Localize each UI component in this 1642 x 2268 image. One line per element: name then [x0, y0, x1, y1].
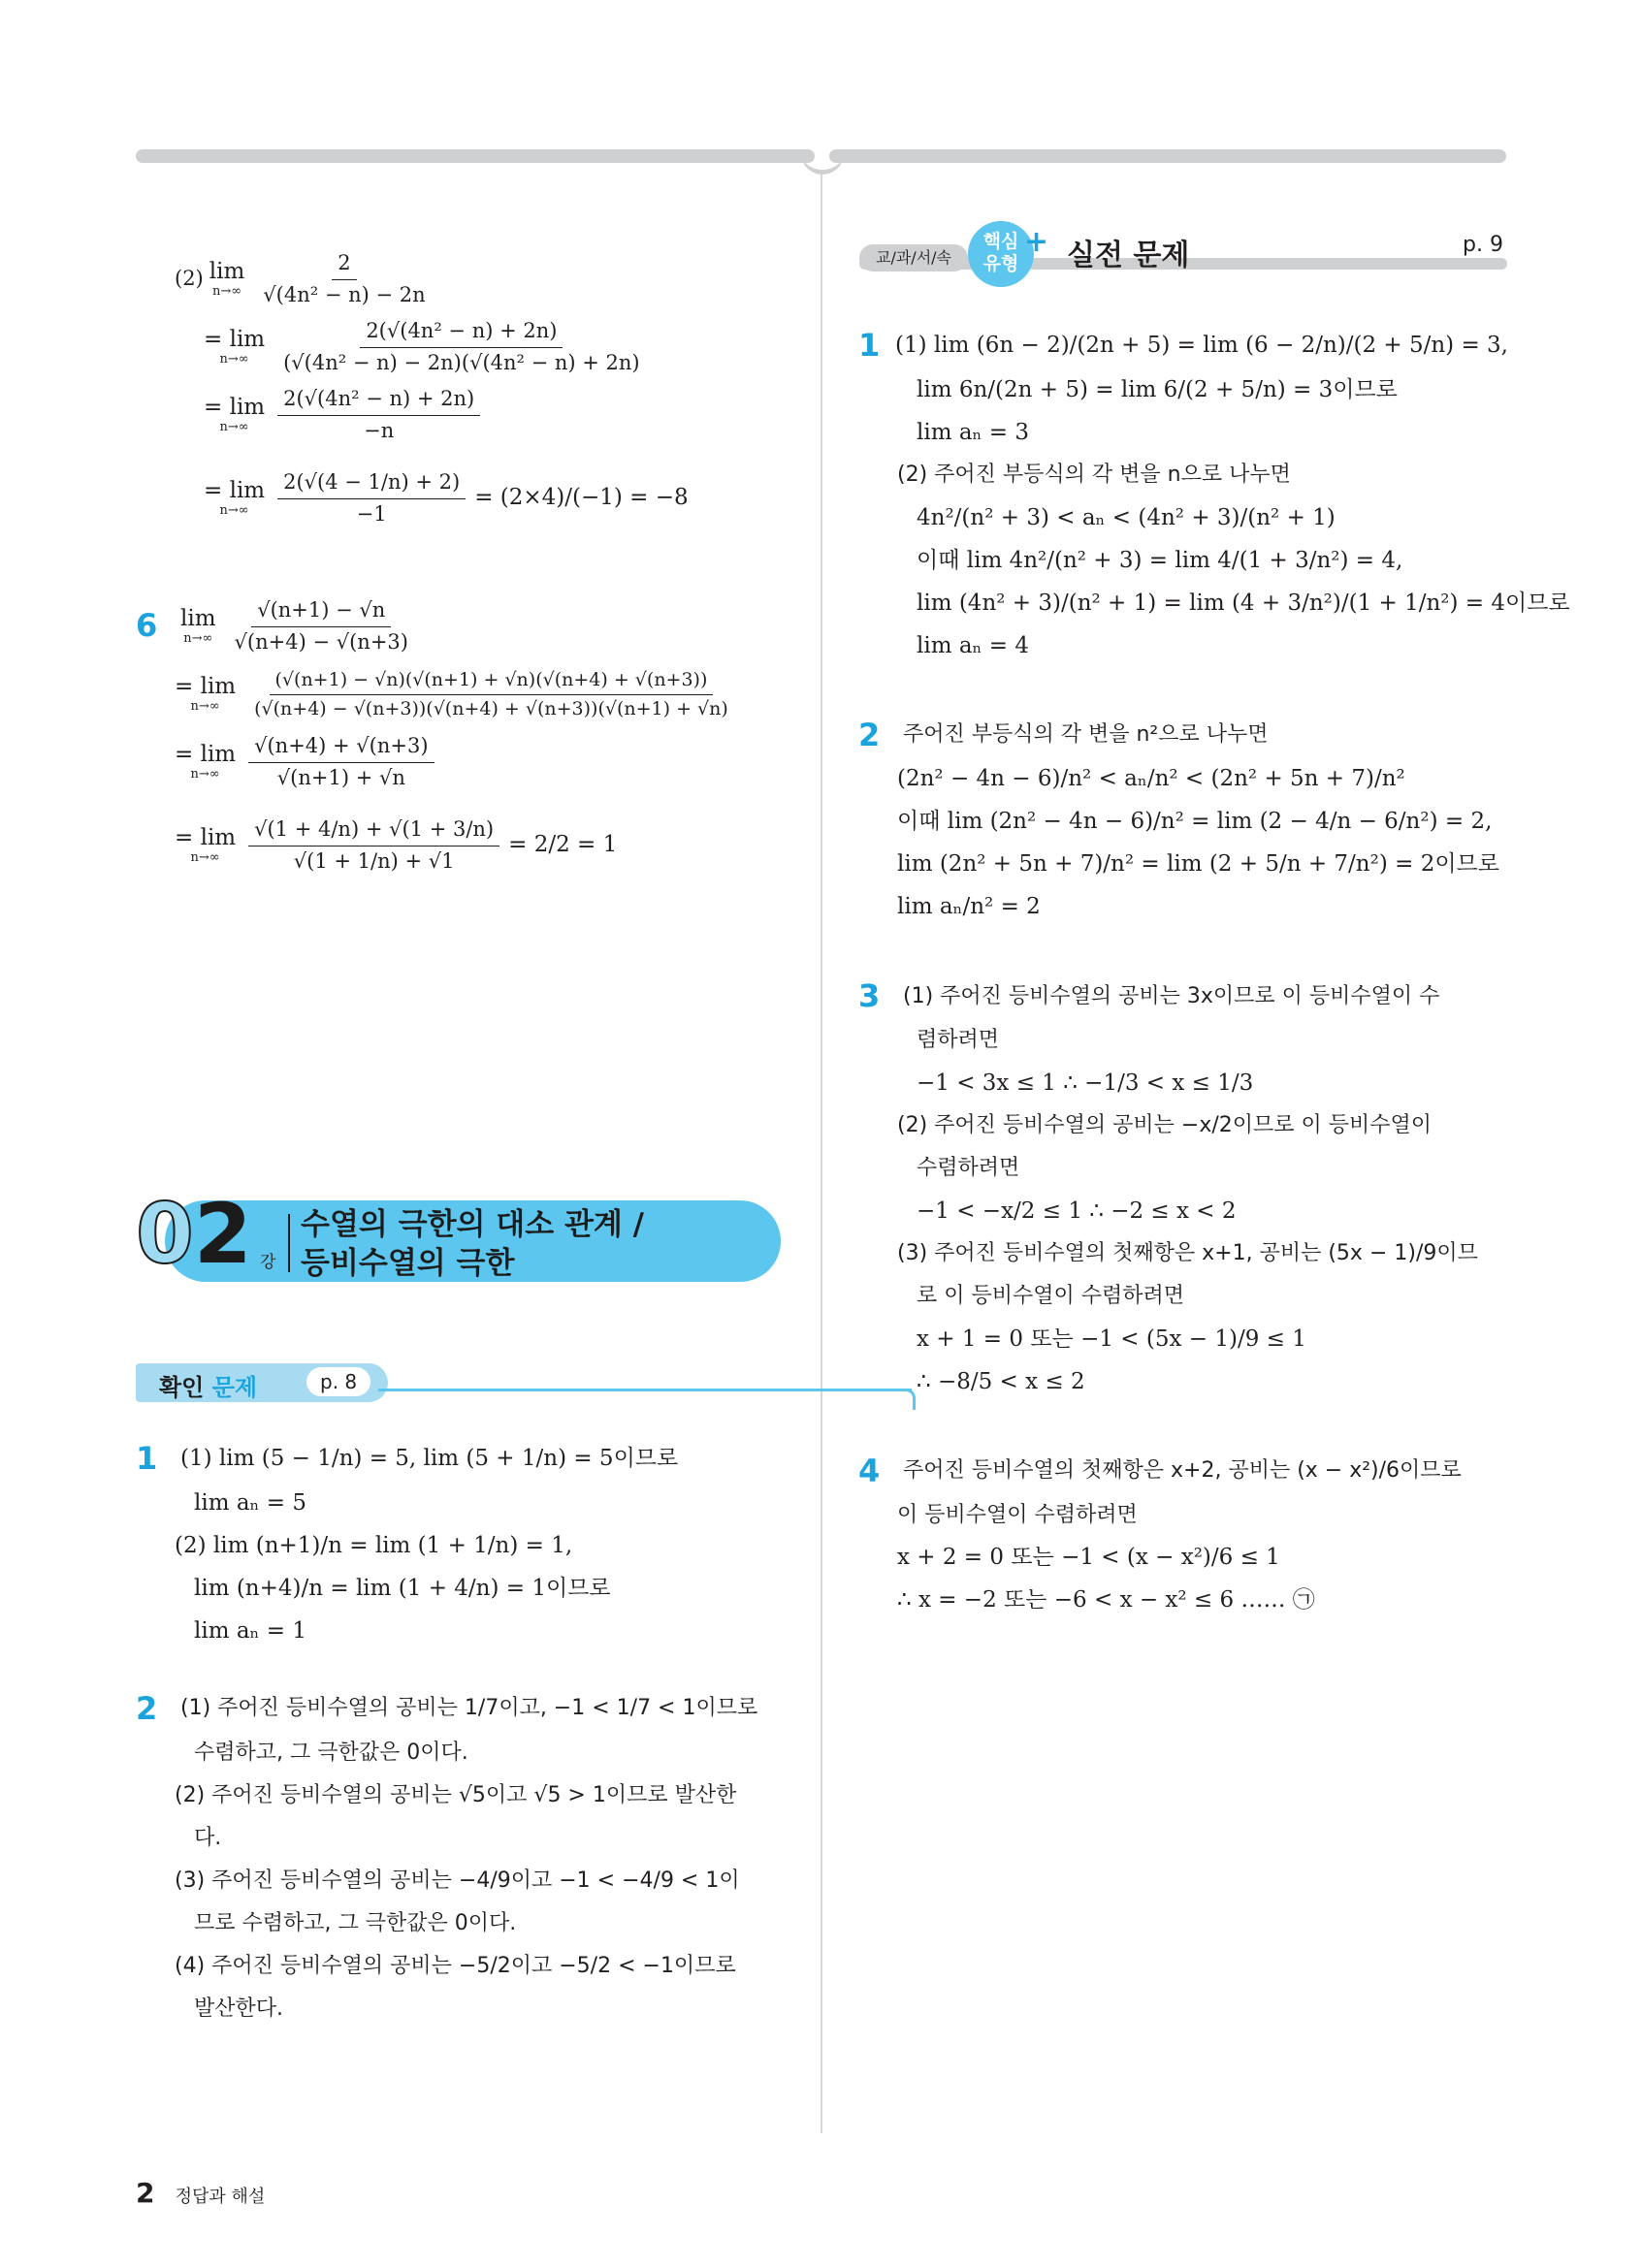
eq-line [136, 799, 786, 892]
eq-line [136, 316, 786, 378]
solution-text: 로 이 등비수열이 수렴하려면 [917, 1284, 1185, 1309]
solution-text: (2) lim (n+1)/n = lim (1 + 1/n) = 1, [175, 1532, 573, 1558]
lim [180, 608, 216, 645]
c2-line [136, 1863, 786, 1900]
c1-line [136, 1485, 786, 1522]
c2-line [136, 1777, 786, 1814]
r3-line [858, 1108, 1508, 1145]
c2-line [136, 1735, 786, 1772]
lim-sub: n→∞ [219, 503, 249, 518]
page-number: 2 [136, 2177, 155, 2209]
top-rule-notch [801, 145, 844, 175]
solution-text: lim (n+4)/n = lim (1 + 4/n) = 1이므로 [194, 1575, 611, 1601]
solution-text: (1) 주어진 등비수열의 공비는 3x이므로 이 등비수열이 수 [903, 983, 1440, 1008]
solution-text: 4n²/(n² + 3) < aₙ < (4n² + 3)/(n² + 1) [917, 504, 1336, 530]
lim [175, 744, 236, 781]
fraction [277, 469, 466, 527]
solution-text: (1) lim (5 − 1/n) = 5, lim (5 + 1/n) = 5이므로 [180, 1445, 679, 1471]
lesson-unit-label: 강 [260, 1253, 276, 1272]
numerator: √(n+4) + √(n+3) [248, 733, 434, 762]
lim-text: = lim [175, 825, 237, 850]
lim [175, 676, 236, 713]
denominator: √(4n² − n) − 2n [263, 282, 426, 306]
solution-text: lim (4n² + 3)/(n² + 1) = lim (4 + 3/n²)/(1 + 1/n²) = 4이므로 [917, 590, 1570, 616]
lim [204, 480, 265, 517]
numerator: 2(√(4n² − n) + 2n) [360, 318, 563, 347]
column-divider [821, 175, 822, 2133]
solution-text: (4) 주어진 등비수열의 공비는 −5/2이고 −5/2 < −1이므로 [175, 1953, 736, 1978]
solution-text: lim 6n/(2n + 5) = lim 6/(2 + 5/n) = 3이므로 [917, 376, 1398, 402]
lim-sub: n→∞ [190, 767, 220, 782]
lim-text: = lim [204, 478, 266, 503]
eq-line [136, 731, 786, 793]
solution-text: (3) 주어진 등비수열의 공비는 −4/9이고 −1 < −4/9 < 1이 [175, 1868, 740, 1893]
check-problems [136, 1433, 786, 2151]
r3-line [858, 1279, 1508, 1316]
c2-line [136, 1820, 786, 1857]
footer-label: 정답과 해설 [175, 2187, 266, 2207]
solution-text: (1) lim (6n − 2)/(2n + 5) = lim (6 − 2/n)/(2 + 5/n) = 3, [895, 332, 1508, 358]
problem-number: 2 [136, 1689, 158, 1727]
textbook-pill: 교/과/서/속 [859, 244, 968, 272]
solution-text: (2) 주어진 부등식의 각 변을 n으로 나누면 [897, 463, 1291, 488]
solution-text: lim aₙ/n² = 2 [897, 894, 1041, 920]
result: = 2/2 = 1 [508, 832, 618, 858]
badge-line-1: 핵심 [982, 231, 1019, 252]
check-title-b: 문제 [211, 1374, 258, 1401]
r4-line [858, 1452, 1508, 1492]
top-rule-right [829, 149, 1506, 163]
practice-title: 실전 문제 [1067, 239, 1190, 272]
solution-text: 수렴하고, 그 극한값은 0이다. [194, 1740, 468, 1765]
solution-text: 이 등비수열이 수렴하려면 [897, 1503, 1138, 1528]
numerator: (√(n+1) − √n)(√(n+1) + √n)(√(n+4) + √(n+3)) [270, 668, 714, 695]
c2-line [136, 1689, 786, 1730]
r2-line [858, 761, 1508, 798]
lim-text: lim [209, 259, 245, 284]
lim [204, 329, 265, 366]
solution-text: 이때 lim 4n²/(n² + 3) = lim 4/(1 + 3/n²) = 4, [917, 547, 1403, 573]
r3-line [858, 1194, 1508, 1230]
solution-text: (2) 주어진 등비수열의 공비는 −x/2이므로 이 등비수열이 [897, 1113, 1433, 1138]
r2-line [858, 847, 1508, 883]
check-page-ref: p. 8 [306, 1367, 370, 1396]
denominator: √(n+4) − √(n+3) [234, 629, 408, 654]
check-problems-header [136, 1363, 781, 1414]
lim-text: = lim [204, 327, 266, 352]
problem-number: 2 [858, 716, 881, 753]
solution-text: 발산한다. [194, 1996, 284, 2021]
r1-line [858, 415, 1508, 452]
lim-sub: n→∞ [190, 699, 220, 714]
fraction [248, 733, 434, 791]
r4-line [858, 1582, 1508, 1619]
r3-line [858, 976, 1508, 1017]
solution-text: lim (2n² + 5n + 7)/n² = lim (2 + 5/n + 7/n²) = 2이므로 [897, 851, 1499, 878]
lim [175, 827, 236, 864]
r2-line [858, 716, 1508, 756]
denominator: −1 [356, 501, 387, 526]
lim-text: lim [180, 606, 216, 631]
part-label: (2) [175, 267, 204, 291]
fraction [277, 318, 646, 376]
r3-line [858, 1364, 1508, 1401]
lim-sub: n→∞ [183, 631, 213, 646]
numerator: 2(√(4 − 1/n) + 2) [277, 469, 466, 498]
problem-number: 1 [858, 327, 881, 364]
r1-line [858, 586, 1570, 623]
problem-number: 6 [136, 607, 158, 645]
check-title-a: 확인 [159, 1374, 205, 1401]
problem-number: 4 [858, 1452, 881, 1489]
fraction [257, 250, 431, 308]
r4-line [858, 1540, 1508, 1577]
lim-text: = lim [204, 395, 266, 420]
solution-text: −1 < 3x ≤ 1 ∴ −1/3 < x ≤ 1/3 [917, 1070, 1254, 1096]
badge-line-2: 유형 [982, 252, 1019, 274]
right-column [858, 320, 1570, 2143]
c2-line [136, 1948, 786, 1985]
solution-text: 렴하려면 [917, 1028, 1000, 1053]
top-rule-left [136, 149, 815, 163]
solution-text: 므로 수렴하고, 그 극한값은 0이다. [194, 1910, 517, 1935]
lim-sub: n→∞ [219, 420, 249, 434]
check-header-line [378, 1389, 912, 1391]
r2-line [858, 804, 1508, 841]
problem-number: 3 [858, 977, 881, 1015]
lesson-title [301, 1206, 644, 1283]
solution-text: 이때 lim (2n² − 4n − 6)/n² = lim (2 − 4/n − 6/n²) = 2, [897, 809, 1493, 835]
fraction [277, 386, 480, 444]
solution-text: lim aₙ = 4 [917, 632, 1030, 658]
c1-line [136, 1528, 786, 1565]
solution-text: 주어진 등비수열의 첫째항은 x+2, 공비는 (x − x²)/6이므로 [903, 1458, 1462, 1484]
lim-sub: n→∞ [211, 284, 242, 299]
result: = (2×4)/(−1) = −8 [474, 485, 689, 511]
problem-5-part-2 [136, 248, 786, 545]
c1-line [136, 1571, 786, 1608]
eq-line [136, 384, 786, 446]
numerator: 2 [332, 250, 356, 279]
fraction [248, 816, 499, 875]
lesson-number-zero: 0 [136, 1186, 194, 1283]
r1-line [858, 458, 1508, 495]
r1-line [858, 372, 1508, 409]
lesson-title-line-1: 수열의 극한의 대소 관계 / [301, 1207, 644, 1242]
numerator: √(n+1) − √n [251, 597, 391, 626]
c1-line [136, 1439, 786, 1480]
c2-line [136, 1991, 786, 2028]
practice-problems-header [859, 221, 1507, 289]
denominator: √(n+1) + √n [276, 765, 405, 789]
denominator: (√(4n² − n) − 2n)(√(4n² − n) + 2n) [283, 350, 640, 374]
problem-number: 1 [136, 1440, 158, 1477]
solution-text: ∴ x = −2 또는 −6 < x − x² ≤ 6 …… ㉠ [897, 1587, 1315, 1613]
solution-text: (2) 주어진 등비수열의 공비는 √5이고 √5 > 1이므로 발산한 [175, 1782, 737, 1807]
banner-separator [288, 1214, 290, 1272]
r1-line [858, 500, 1508, 537]
lim [209, 261, 245, 298]
solution-text: (3) 주어진 등비수열의 첫째항은 x+1, 공비는 (5x − 1)/9이므 [897, 1241, 1478, 1266]
lim [204, 397, 265, 433]
r1-line [858, 543, 1508, 580]
lim-text: = lim [175, 742, 237, 767]
c2-line [136, 1905, 786, 1942]
numerator: √(1 + 4/n) + √(1 + 3/n) [248, 816, 499, 846]
problem-6 [136, 595, 786, 892]
check-header-title [159, 1368, 257, 1402]
solution-text: (2n² − 4n − 6)/n² < aₙ/n² < (2n² + 5n + 7)/n² [897, 766, 1405, 792]
eq-line [136, 248, 786, 310]
r3-line [858, 1023, 1508, 1060]
practice-page-ref: p. 9 [1463, 233, 1503, 257]
lesson-number [136, 1186, 252, 1283]
eq-line [136, 452, 786, 545]
solution-text: lim aₙ = 3 [917, 419, 1030, 445]
lesson-title-line-2: 등비수열의 극한 [301, 1245, 515, 1281]
denominator: (√(n+4) − √(n+3))(√(n+4) + √(n+3))(√(n+1) + √n) [254, 697, 728, 719]
solution-text: x + 2 = 0 또는 −1 < (x − x²)/6 ≤ 1 [897, 1545, 1280, 1571]
r3-line [858, 1322, 1508, 1358]
solution-text: ∴ −8/5 < x ≤ 2 [917, 1368, 1085, 1394]
solution-text: 주어진 부등식의 각 변을 n²으로 나누면 [903, 722, 1269, 748]
r3-line [858, 1066, 1508, 1102]
solution-text: x + 1 = 0 또는 −1 < (5x − 1)/9 ≤ 1 [917, 1326, 1306, 1352]
c1-line [136, 1613, 786, 1650]
lim-text: = lim [175, 674, 237, 699]
solution-text: 다. [194, 1825, 222, 1850]
numerator: 2(√(4n² − n) + 2n) [277, 386, 480, 415]
r2-line [858, 889, 1508, 926]
eq-line [136, 663, 786, 725]
page-footer [136, 2177, 265, 2209]
lim-sub: n→∞ [190, 850, 220, 865]
fraction [248, 668, 734, 720]
solution-text: lim aₙ = 1 [194, 1617, 307, 1644]
lesson-number-two: 2 [193, 1186, 252, 1283]
denominator: √(1 + 1/n) + √1 [293, 848, 455, 873]
r4-line [858, 1497, 1508, 1534]
plus-icon: + [1024, 225, 1049, 259]
r3-line [858, 1236, 1508, 1273]
r1-line [858, 326, 1508, 367]
r1-line [858, 628, 1508, 665]
r3-line [858, 1151, 1508, 1188]
eq-line [136, 595, 786, 657]
fraction [229, 597, 414, 655]
solution-text: −1 < −x/2 ≤ 1 ∴ −2 ≤ x < 2 [917, 1198, 1237, 1224]
solution-text: (1) 주어진 등비수열의 공비는 1/7이고, −1 < 1/7 < 1이므로 [180, 1696, 758, 1721]
solution-text: lim aₙ = 5 [194, 1489, 307, 1516]
lim-sub: n→∞ [219, 352, 249, 367]
solution-text: 수렴하려면 [917, 1156, 1020, 1181]
section-banner [136, 1186, 781, 1285]
denominator: −n [364, 418, 395, 442]
